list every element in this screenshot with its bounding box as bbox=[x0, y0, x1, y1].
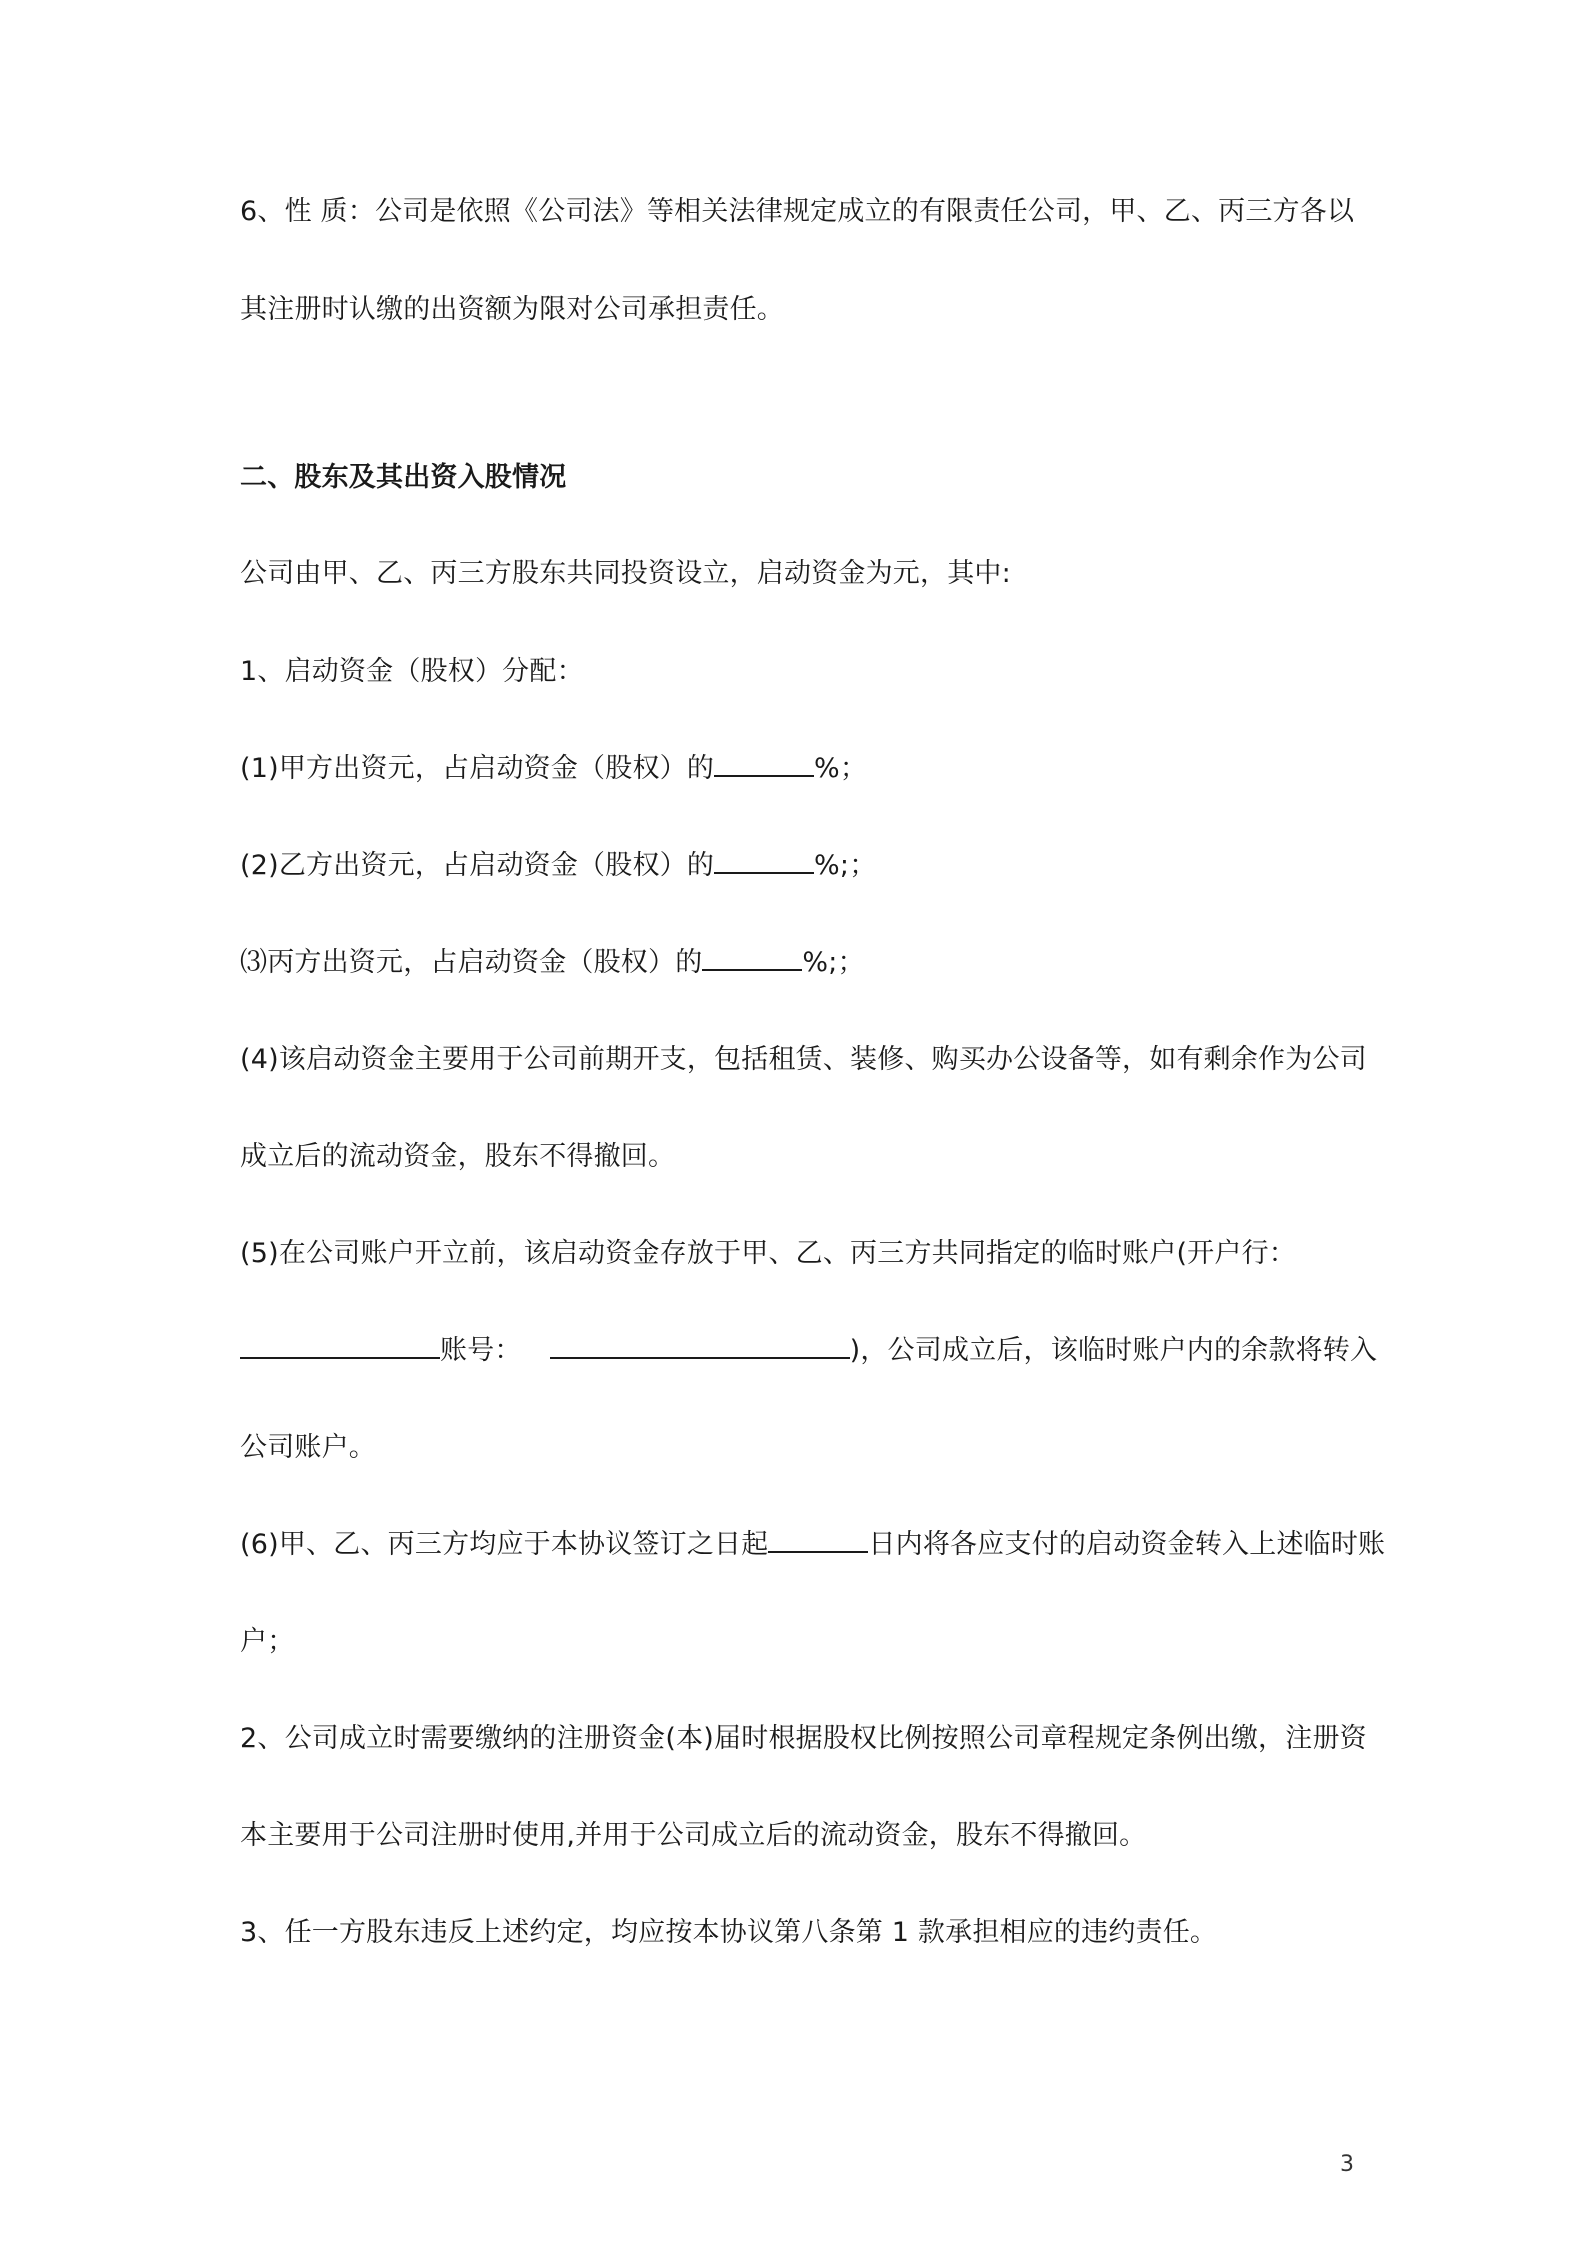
bank-blank bbox=[240, 1331, 440, 1359]
item-1-1 bbox=[240, 749, 867, 789]
item-1-6-line2: 户； bbox=[240, 1626, 295, 1657]
days-blank bbox=[768, 1525, 868, 1553]
item-1-3-suffix: %;； bbox=[802, 947, 865, 978]
section-heading-shareholders: 二、股东及其出资入股情况 bbox=[240, 462, 567, 493]
item-1-6-text: (6)甲、乙、丙三方均应于本协议签订之日起 bbox=[240, 1529, 769, 1560]
item-1-5-line1: (5)在公司账户开立前，该启动资金存放于甲、乙、丙三方共同指定的临时账户(开户行： bbox=[240, 1238, 1296, 1269]
item-1-1-text: (1)甲方出资元，占启动资金（股权）的 bbox=[240, 753, 715, 784]
item-1-2-text: (2)乙方出资元，占启动资金（股权）的 bbox=[240, 850, 715, 881]
paragraph-nature-line2: 其注册时认缴的出资额为限对公司承担责任。 bbox=[240, 294, 784, 325]
item-1-5-line3: 公司账户。 bbox=[240, 1432, 376, 1463]
percent-blank-a bbox=[714, 749, 814, 777]
item-1-4-line1: (4)该启动资金主要用于公司前期开支，包括租赁、装修、购买办公设备等，如有剩余作为公司 bbox=[240, 1044, 1367, 1075]
item-1-5-line2-text: )，公司成立后，该临时账户内的余款将转入 bbox=[849, 1335, 1378, 1366]
item-2-line1: 2、公司成立时需要缴纳的注册资金(本)届时根据股权比例按照公司章程规定条例出缴，注册资 bbox=[240, 1723, 1367, 1754]
percent-blank-c bbox=[702, 943, 802, 971]
item-1-2 bbox=[240, 846, 876, 886]
item-1-4-line2: 成立后的流动资金，股东不得撤回。 bbox=[240, 1141, 676, 1172]
paragraph-nature-line1: 6、性 质：公司是依照《公司法》等相关法律规定成立的有限责任公司，甲、乙、丙三方各以 bbox=[240, 196, 1355, 227]
item-1-5-line2 bbox=[240, 1331, 1377, 1371]
item-1-title: 1、启动资金（股权）分配： bbox=[240, 656, 584, 687]
page-number: 3 bbox=[1340, 2152, 1354, 2177]
item-2-line2: 本主要用于公司注册时使用,并用于公司成立后的流动资金，股东不得撤回。 bbox=[240, 1820, 1147, 1851]
item-3: 3、任一方股东违反上述约定，均应按本协议第八条第 1 款承担相应的违约责任。 bbox=[240, 1917, 1218, 1948]
item-1-3 bbox=[240, 943, 865, 983]
account-blank bbox=[550, 1331, 850, 1359]
item-1-6-suffix: 日内将各应支付的启动资金转入上述临时账 bbox=[868, 1529, 1386, 1560]
paragraph-intro: 公司由甲、乙、丙三方股东共同投资设立，启动资金为元，其中: bbox=[240, 558, 1011, 589]
item-1-2-suffix: %;； bbox=[814, 850, 877, 881]
item-1-6-line1 bbox=[240, 1525, 1385, 1565]
percent-blank-b bbox=[714, 846, 814, 874]
account-label: 账号： bbox=[440, 1335, 522, 1366]
item-1-1-suffix: %； bbox=[814, 753, 868, 784]
item-1-3-text: ⑶丙方出资元，占启动资金（股权）的 bbox=[240, 947, 703, 978]
